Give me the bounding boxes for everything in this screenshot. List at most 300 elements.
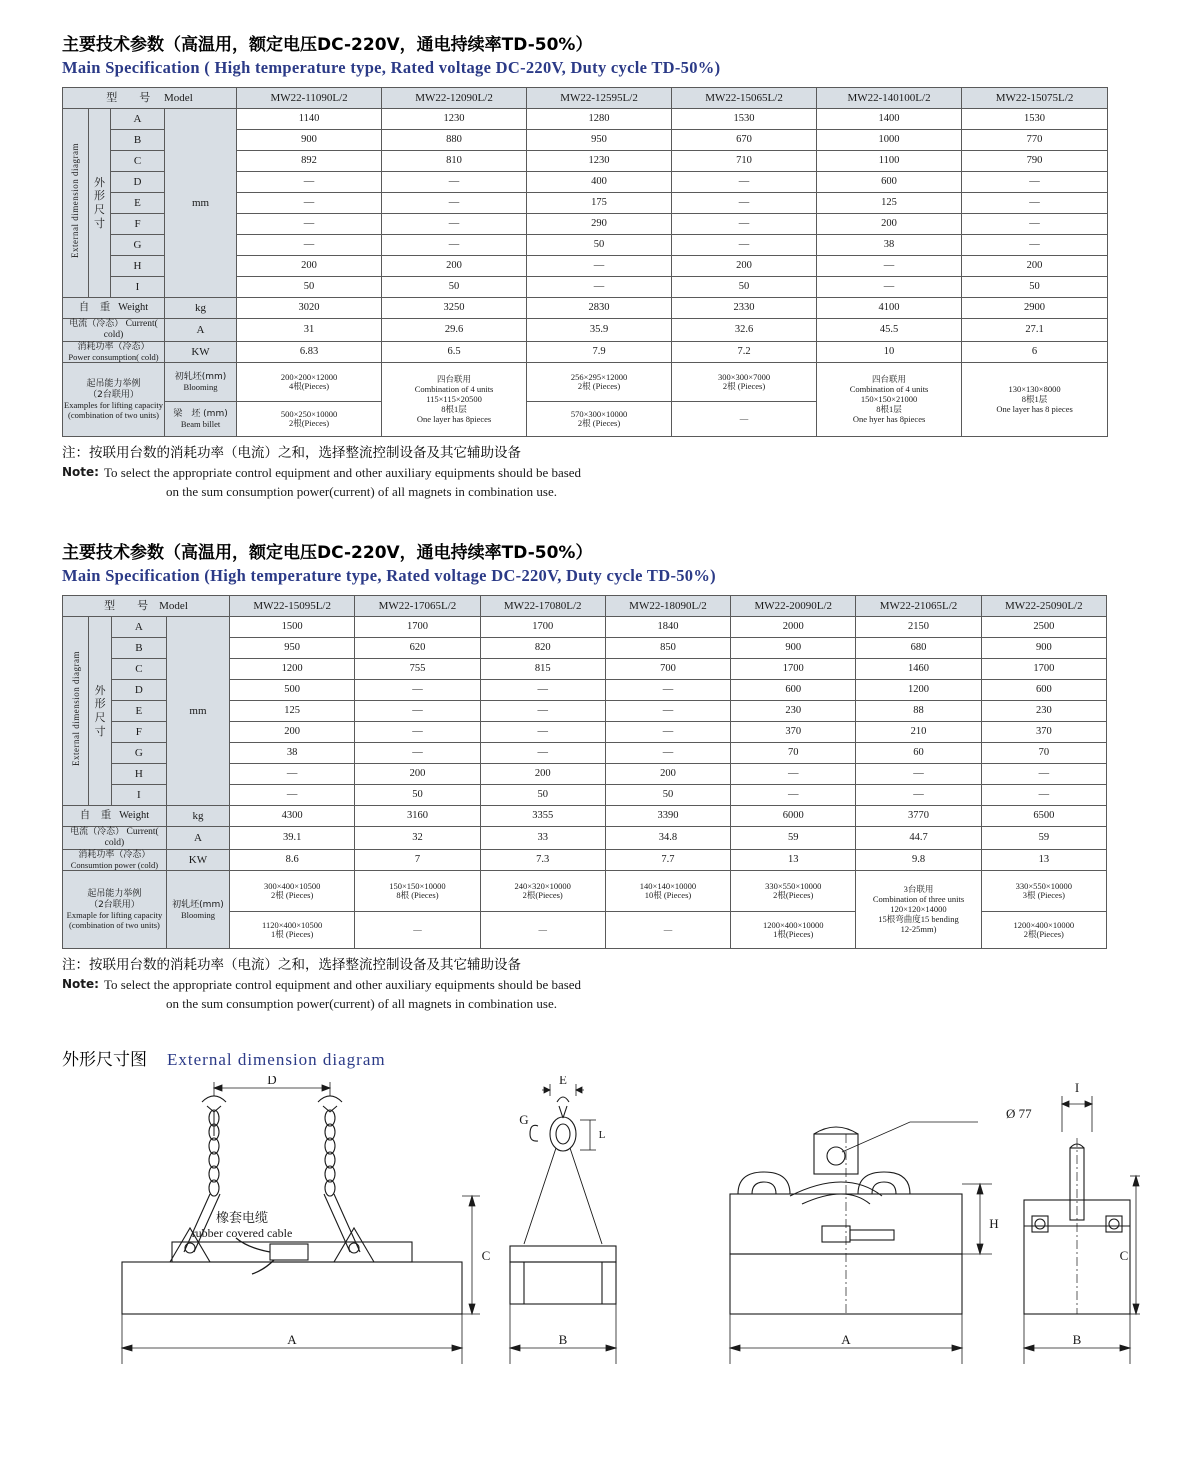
cell-value: 2500 xyxy=(981,617,1106,638)
cell-value: 34.8 xyxy=(605,827,730,850)
model-name: MW22-15075L/2 xyxy=(962,88,1108,109)
dimension-label: F xyxy=(111,722,166,743)
cell-value: 200 xyxy=(962,256,1108,277)
cell-value: 9.8 xyxy=(856,849,981,871)
cell-value: 32.6 xyxy=(672,319,817,342)
current-label: 电流（冷态） Current( cold) xyxy=(63,319,165,342)
capacity-cell: 150×150×10000 8根 (Pieces) xyxy=(355,871,480,912)
cell-value: 200 xyxy=(230,722,355,743)
specification-table-2 xyxy=(62,595,1107,949)
cell-value: 29.6 xyxy=(382,319,527,342)
dimension-label: I xyxy=(111,277,165,298)
cell-value: 50 xyxy=(605,785,730,806)
capacity-cell: — xyxy=(605,912,730,949)
cell-value: 45.5 xyxy=(817,319,962,342)
weight-label: 自 重 Weight xyxy=(63,298,165,319)
capacity-cell: 200×200×12000 4根(Pieces) xyxy=(237,363,382,402)
model-header-cn: 型 号 xyxy=(106,90,151,104)
cell-value: 1000 xyxy=(817,130,962,151)
dimension-label: A xyxy=(111,109,165,130)
cell-value: — xyxy=(382,214,527,235)
cell-value: 70 xyxy=(731,743,856,764)
note-en-line1: To select the appropriate control equipment and other auxiliary equipments should be based xyxy=(104,464,582,480)
cell-value: 7.2 xyxy=(672,341,817,363)
cell-value: — xyxy=(672,172,817,193)
capacity-cell: 256×295×12000 2根 (Pieces) xyxy=(527,363,672,402)
cell-value: 175 xyxy=(527,193,672,214)
cell-value: — xyxy=(962,193,1108,214)
cell-value: — xyxy=(527,256,672,277)
cell-value: 600 xyxy=(981,680,1106,701)
label-B-view2: B xyxy=(558,1332,568,1347)
table-row xyxy=(63,617,1107,638)
cell-value: 7.9 xyxy=(527,341,672,363)
capacity-sub-label-blooming: 初轧坯(mm) Blooming xyxy=(165,363,237,402)
dimension-label: E xyxy=(111,701,166,722)
model-header-en: Model xyxy=(159,599,188,612)
specification-section-1 xyxy=(62,30,1142,502)
cable-caption-cn: 橡套电缆 xyxy=(215,1211,269,1226)
cell-value: 2000 xyxy=(731,617,856,638)
cell-value: 1700 xyxy=(355,617,480,638)
cell-value: 2330 xyxy=(672,298,817,319)
capacity-cell: 130×130×8000 8根1层 One layer has 8 pieces xyxy=(962,363,1108,437)
cable-line xyxy=(236,1238,270,1252)
cell-value: — xyxy=(237,235,382,256)
cell-value: 200 xyxy=(355,764,480,785)
capacity-cell: 1200×400×10000 1根(Pieces) xyxy=(731,912,856,949)
power-row xyxy=(63,341,1108,363)
weight-unit: kg xyxy=(166,806,229,827)
cell-value: 1230 xyxy=(527,151,672,172)
label-A-view3: A xyxy=(841,1332,851,1347)
current-row xyxy=(63,319,1108,342)
cell-value: 6.5 xyxy=(382,341,527,363)
model-name: MW22-12595L/2 xyxy=(527,88,672,109)
dimension-label: D xyxy=(111,172,165,193)
note-cn: 注：按联用台数的消耗功率（电流）之和，选择整流控制设备及其它辅助设备 xyxy=(62,957,521,974)
diagram-title xyxy=(62,1045,1142,1070)
power-unit: KW xyxy=(166,849,229,871)
cell-value: 125 xyxy=(817,193,962,214)
cell-value: 7 xyxy=(355,849,480,871)
unit-mm: mm xyxy=(166,617,229,806)
diagram-section xyxy=(62,1045,1142,1386)
hook-G xyxy=(530,1125,538,1141)
dimension-group-label-cn: 外 形 尺 寸 xyxy=(89,109,111,298)
cell-value: 670 xyxy=(672,130,817,151)
model-name: MW22-11090L/2 xyxy=(237,88,382,109)
cell-value: — xyxy=(672,214,817,235)
dimension-group-label-cn: 外 形 尺 寸 xyxy=(89,617,111,806)
cell-value: 290 xyxy=(527,214,672,235)
capacity-cell: — xyxy=(480,912,605,949)
cell-value: — xyxy=(672,235,817,256)
capacity-cell: 1120×400×10500 1根 (Pieces) xyxy=(230,912,355,949)
cell-value: 50 xyxy=(962,277,1108,298)
cell-value: 2150 xyxy=(856,617,981,638)
model-name: MW22-17065L/2 xyxy=(355,596,480,617)
capacity-cell: 300×400×10500 2根 (Pieces) xyxy=(230,871,355,912)
model-name: MW22-25090L/2 xyxy=(981,596,1106,617)
weight-unit: kg xyxy=(165,298,237,319)
cell-value: — xyxy=(981,785,1106,806)
power-label: 消耗功率（冷态） Power consumption( cold) xyxy=(63,341,165,363)
diagram-title-cn: 外形尺寸图 xyxy=(62,1050,147,1070)
table-row xyxy=(63,109,1108,130)
capacity-cell: 330×550×10000 2根(Pieces) xyxy=(731,871,856,912)
rear-lug xyxy=(814,1134,858,1174)
cell-value: 3160 xyxy=(355,806,480,827)
model-header-cell xyxy=(63,596,230,617)
label-D: D xyxy=(267,1076,277,1087)
cell-value: — xyxy=(230,764,355,785)
cell-value: 810 xyxy=(382,151,527,172)
capacity-cell: 500×250×10000 2根(Pieces) xyxy=(237,402,382,437)
cell-value: 38 xyxy=(230,743,355,764)
capacity-row-1 xyxy=(63,871,1107,912)
cell-value: — xyxy=(480,680,605,701)
model-name: MW22-140100L/2 xyxy=(817,88,962,109)
cell-value: 370 xyxy=(981,722,1106,743)
hole-77 xyxy=(827,1147,845,1165)
dimension-label: H xyxy=(111,256,165,277)
cell-value: — xyxy=(355,680,480,701)
dimension-label: D xyxy=(111,680,166,701)
cell-value: 680 xyxy=(856,638,981,659)
cell-value: 33 xyxy=(480,827,605,850)
lifting-ring xyxy=(550,1117,576,1151)
table-header-row xyxy=(63,88,1108,109)
model-name: MW22-15065L/2 xyxy=(672,88,817,109)
section1-title-en: Main Specification ( High temperature type, Rated voltage DC-220V, Duty cycle TD-50%) xyxy=(62,58,721,77)
cable-caption-en: rubber covered cable xyxy=(191,1226,293,1240)
capacity-cell: 570×300×10000 2根 (Pieces) xyxy=(527,402,672,437)
cell-value: 230 xyxy=(981,701,1106,722)
cell-value: 1700 xyxy=(731,659,856,680)
diagram-title-en: External dimension diagram xyxy=(167,1050,386,1069)
cell-value: 815 xyxy=(480,659,605,680)
power-label: 消耗功率（冷态） Consumtion power (cold) xyxy=(63,849,167,871)
dimension-C-view4 xyxy=(1130,1176,1140,1314)
note-en-line2: on the sum consumption power(current) of all magnets in combination use. xyxy=(166,483,557,499)
cell-value: 32 xyxy=(355,827,480,850)
cell-value: 950 xyxy=(230,638,355,659)
cell-value: 59 xyxy=(731,827,856,850)
cell-value: — xyxy=(382,235,527,256)
cell-value: 1200 xyxy=(230,659,355,680)
dimension-L xyxy=(580,1120,596,1150)
cell-value: 13 xyxy=(981,849,1106,871)
cell-value: 1230 xyxy=(382,109,527,130)
cell-value: 892 xyxy=(237,151,382,172)
model-name: MW22-21065L/2 xyxy=(856,596,981,617)
label-L: L xyxy=(598,1129,606,1141)
cell-value: — xyxy=(962,172,1108,193)
label-H: H xyxy=(989,1216,999,1231)
cell-value: 4300 xyxy=(230,806,355,827)
cell-value: 7.3 xyxy=(480,849,605,871)
cell-value: 50 xyxy=(237,277,382,298)
cell-value: 370 xyxy=(731,722,856,743)
cell-value: 600 xyxy=(731,680,856,701)
cell-value: 1530 xyxy=(672,109,817,130)
cell-value: 3355 xyxy=(480,806,605,827)
capacity-cell: 240×320×10000 2根(Pieces) xyxy=(480,871,605,912)
magnet-body-front xyxy=(122,1262,462,1314)
cell-value: 13 xyxy=(731,849,856,871)
cell-value: 6500 xyxy=(981,806,1106,827)
cell-value: 10 xyxy=(817,341,962,363)
cell-value: 900 xyxy=(731,638,856,659)
dimension-label: A xyxy=(111,617,166,638)
cell-value: 1400 xyxy=(817,109,962,130)
current-unit: A xyxy=(165,319,237,342)
note-en-line1: To select the appropriate control equipment and other auxiliary equipments should be based xyxy=(104,976,582,992)
cell-value: 850 xyxy=(605,638,730,659)
cell-value: — xyxy=(731,785,856,806)
cell-value: — xyxy=(355,722,480,743)
cell-value: 200 xyxy=(605,764,730,785)
label-I: I xyxy=(1074,1080,1080,1095)
cell-value: 210 xyxy=(856,722,981,743)
cell-value: — xyxy=(480,701,605,722)
cell-value: — xyxy=(856,785,981,806)
dimension-labels xyxy=(267,1076,1128,1347)
dimension-I xyxy=(1062,1096,1092,1132)
capacity-cell: 140×140×10000 10根 (Pieces) xyxy=(605,871,730,912)
cell-value: — xyxy=(480,743,605,764)
note-block-1 xyxy=(62,444,1142,501)
cell-value: 39.1 xyxy=(230,827,355,850)
diameter-leader xyxy=(842,1122,978,1152)
cell-value: 1700 xyxy=(981,659,1106,680)
table-header-row xyxy=(63,596,1107,617)
cell-value: — xyxy=(237,193,382,214)
model-name: MW22-18090L/2 xyxy=(605,596,730,617)
section2-title-cn: 主要技术参数（高温用，额定电压DC-220V，通电持续率TD-50%） xyxy=(62,543,593,563)
label-C-view4: C xyxy=(1119,1248,1129,1263)
dimension-C-view1 xyxy=(462,1196,480,1314)
cell-value: 35.9 xyxy=(527,319,672,342)
cell-value: — xyxy=(605,722,730,743)
cell-value: 950 xyxy=(527,130,672,151)
specification-section-2 xyxy=(62,538,1142,1014)
dimension-label: H xyxy=(111,764,166,785)
power-unit: KW xyxy=(165,341,237,363)
model-header-cell xyxy=(63,88,237,109)
capacity-label: 起吊能力举例 （2台联用） Examples for lifting capacity (combination of two units) xyxy=(63,363,165,437)
cell-value: 900 xyxy=(981,638,1106,659)
cell-value: 1200 xyxy=(856,680,981,701)
dimension-label: C xyxy=(111,659,166,680)
cell-value: 770 xyxy=(962,130,1108,151)
cell-value: 200 xyxy=(672,256,817,277)
cell-value: 200 xyxy=(382,256,527,277)
current-label: 电流（冷态） Current( cold) xyxy=(63,827,167,850)
cell-value: 1100 xyxy=(817,151,962,172)
dimension-label: F xyxy=(111,214,165,235)
capacity-cell: 1200×400×10000 2根(Pieces) xyxy=(981,912,1106,949)
section1-title-cn: 主要技术参数（高温用，额定电压DC-220V，通电持续率TD-50%） xyxy=(62,35,593,55)
cell-value: — xyxy=(382,193,527,214)
model-name: MW22-15095L/2 xyxy=(230,596,355,617)
cell-value: 50 xyxy=(480,785,605,806)
cell-value: 710 xyxy=(672,151,817,172)
cell-value: 400 xyxy=(527,172,672,193)
cell-value: 755 xyxy=(355,659,480,680)
model-header-en: Model xyxy=(164,91,193,104)
label-B-view4: B xyxy=(1072,1332,1082,1347)
cell-value: 7.7 xyxy=(605,849,730,871)
cell-value: 1280 xyxy=(527,109,672,130)
dimension-label: G xyxy=(111,743,166,764)
cell-value: 1700 xyxy=(480,617,605,638)
cell-value: 3390 xyxy=(605,806,730,827)
cell-value: 900 xyxy=(237,130,382,151)
capacity-sub-label-beam: 梁 坯 (mm) Beam billet xyxy=(165,402,237,437)
cell-value: 50 xyxy=(527,235,672,256)
cell-value: 2900 xyxy=(962,298,1108,319)
cell-value: 200 xyxy=(817,214,962,235)
capacity-cell: 330×550×10000 3根 (Pieces) xyxy=(981,871,1106,912)
dimension-label: I xyxy=(111,785,166,806)
cell-value: 4100 xyxy=(817,298,962,319)
model-name: MW22-17080L/2 xyxy=(480,596,605,617)
cell-value: 3250 xyxy=(382,298,527,319)
cell-value: 8.6 xyxy=(230,849,355,871)
capacity-row-1 xyxy=(63,363,1108,402)
cell-value: — xyxy=(355,701,480,722)
cell-value: 6.83 xyxy=(237,341,382,363)
cell-value: 200 xyxy=(480,764,605,785)
chain-right xyxy=(325,1110,335,1196)
cell-value: 6000 xyxy=(731,806,856,827)
cell-value: 38 xyxy=(817,235,962,256)
label-C-view1: C xyxy=(481,1248,491,1263)
cell-value: — xyxy=(480,722,605,743)
weight-label: 自 重 Weight xyxy=(63,806,167,827)
cell-value: — xyxy=(962,235,1108,256)
cell-value: — xyxy=(382,172,527,193)
weight-row xyxy=(63,806,1107,827)
cell-value: 59 xyxy=(981,827,1106,850)
note-en-line2: on the sum consumption power(current) of all magnets in combination use. xyxy=(166,995,557,1011)
model-header-cn: 型 号 xyxy=(104,598,149,612)
cell-value: 1140 xyxy=(237,109,382,130)
dimension-label: B xyxy=(111,130,165,151)
cell-value: 60 xyxy=(856,743,981,764)
weight-row xyxy=(63,298,1108,319)
cell-value: 820 xyxy=(480,638,605,659)
capacity-cell: — xyxy=(355,912,480,949)
cell-value: 500 xyxy=(230,680,355,701)
dimension-group-label-en: External dimension diagram xyxy=(63,109,89,298)
capacity-cell: — xyxy=(672,402,817,437)
cell-value: — xyxy=(856,764,981,785)
cell-value: 88 xyxy=(856,701,981,722)
diagram-canvas xyxy=(62,1076,1142,1386)
unit-mm: mm xyxy=(165,109,237,298)
cell-value: 790 xyxy=(962,151,1108,172)
external-dimension-drawing xyxy=(62,1076,1142,1386)
cell-value: 1840 xyxy=(605,617,730,638)
capacity-sub-label-blooming: 初轧坯(mm) Blooming xyxy=(166,871,229,949)
cell-value: 200 xyxy=(237,256,382,277)
cell-value: — xyxy=(672,193,817,214)
cell-value: — xyxy=(817,256,962,277)
current-row xyxy=(63,827,1107,850)
cell-value: 1530 xyxy=(962,109,1108,130)
cell-value: — xyxy=(731,764,856,785)
label-E: E xyxy=(559,1076,567,1087)
note-cn: 注：按联用台数的消耗功率（电流）之和，选择整流控制设备及其它辅助设备 xyxy=(62,445,521,462)
capacity-cell: 3台联用 Combination of three units 120×120×14000 15根弯曲度15 bending 12-25mm) xyxy=(856,871,981,949)
cell-value: — xyxy=(605,701,730,722)
cell-value: — xyxy=(981,764,1106,785)
cell-value: 44.7 xyxy=(856,827,981,850)
capacity-cell: 四台联用 Combination of 4 units 150×150×21000 8根1层 One hyer has 8pieces xyxy=(817,363,962,437)
cell-value: 125 xyxy=(230,701,355,722)
dimension-H xyxy=(962,1184,992,1254)
note-block-2 xyxy=(62,956,1142,1013)
cell-value: 880 xyxy=(382,130,527,151)
cell-value: 31 xyxy=(237,319,382,342)
cell-value: — xyxy=(817,277,962,298)
dimension-label: E xyxy=(111,193,165,214)
label-G: G xyxy=(519,1112,529,1127)
cell-value: 70 xyxy=(981,743,1106,764)
dimension-label: G xyxy=(111,235,165,256)
cell-value: 1500 xyxy=(230,617,355,638)
cell-value: 620 xyxy=(355,638,480,659)
cable-box xyxy=(270,1244,308,1260)
capacity-cell: 四台联用 Combination of 4 units 115×115×20500 8根1层 One layer has 8pieces xyxy=(382,363,527,437)
cell-value: — xyxy=(355,743,480,764)
model-name: MW22-20090L/2 xyxy=(731,596,856,617)
dimension-label: C xyxy=(111,151,165,172)
cell-value: — xyxy=(605,743,730,764)
capacity-cell: 300×300×7000 2根 (Pieces) xyxy=(672,363,817,402)
cell-value: 50 xyxy=(672,277,817,298)
power-row xyxy=(63,849,1107,871)
label-A-view1: A xyxy=(287,1332,297,1347)
cell-value: 230 xyxy=(731,701,856,722)
cell-value: 6 xyxy=(962,341,1108,363)
cell-value: — xyxy=(527,277,672,298)
cell-value: 50 xyxy=(382,277,527,298)
cell-value: 2830 xyxy=(527,298,672,319)
cell-value: 700 xyxy=(605,659,730,680)
note-label: Note: xyxy=(62,464,99,479)
cell-value: — xyxy=(605,680,730,701)
current-unit: A xyxy=(166,827,229,850)
cell-value: — xyxy=(962,214,1108,235)
dimension-group-label-en: External dimension diagram xyxy=(63,617,89,806)
cell-value: — xyxy=(237,214,382,235)
capacity-label: 起吊能力举例 （2台联用） Exmaple for lifting capacity (combination of two units) xyxy=(63,871,167,949)
cell-value: — xyxy=(237,172,382,193)
cell-value: 3020 xyxy=(237,298,382,319)
cell-value: 50 xyxy=(355,785,480,806)
magnet-body-side xyxy=(510,1262,616,1304)
specification-table-1 xyxy=(62,87,1108,437)
section2-title-en: Main Specification (High temperature type, Rated voltage DC-220V, Duty cycle TD-50%) xyxy=(62,566,716,585)
cell-value: 27.1 xyxy=(962,319,1108,342)
note-label: Note: xyxy=(62,976,99,991)
cell-value: 3770 xyxy=(856,806,981,827)
model-name: MW22-12090L/2 xyxy=(382,88,527,109)
